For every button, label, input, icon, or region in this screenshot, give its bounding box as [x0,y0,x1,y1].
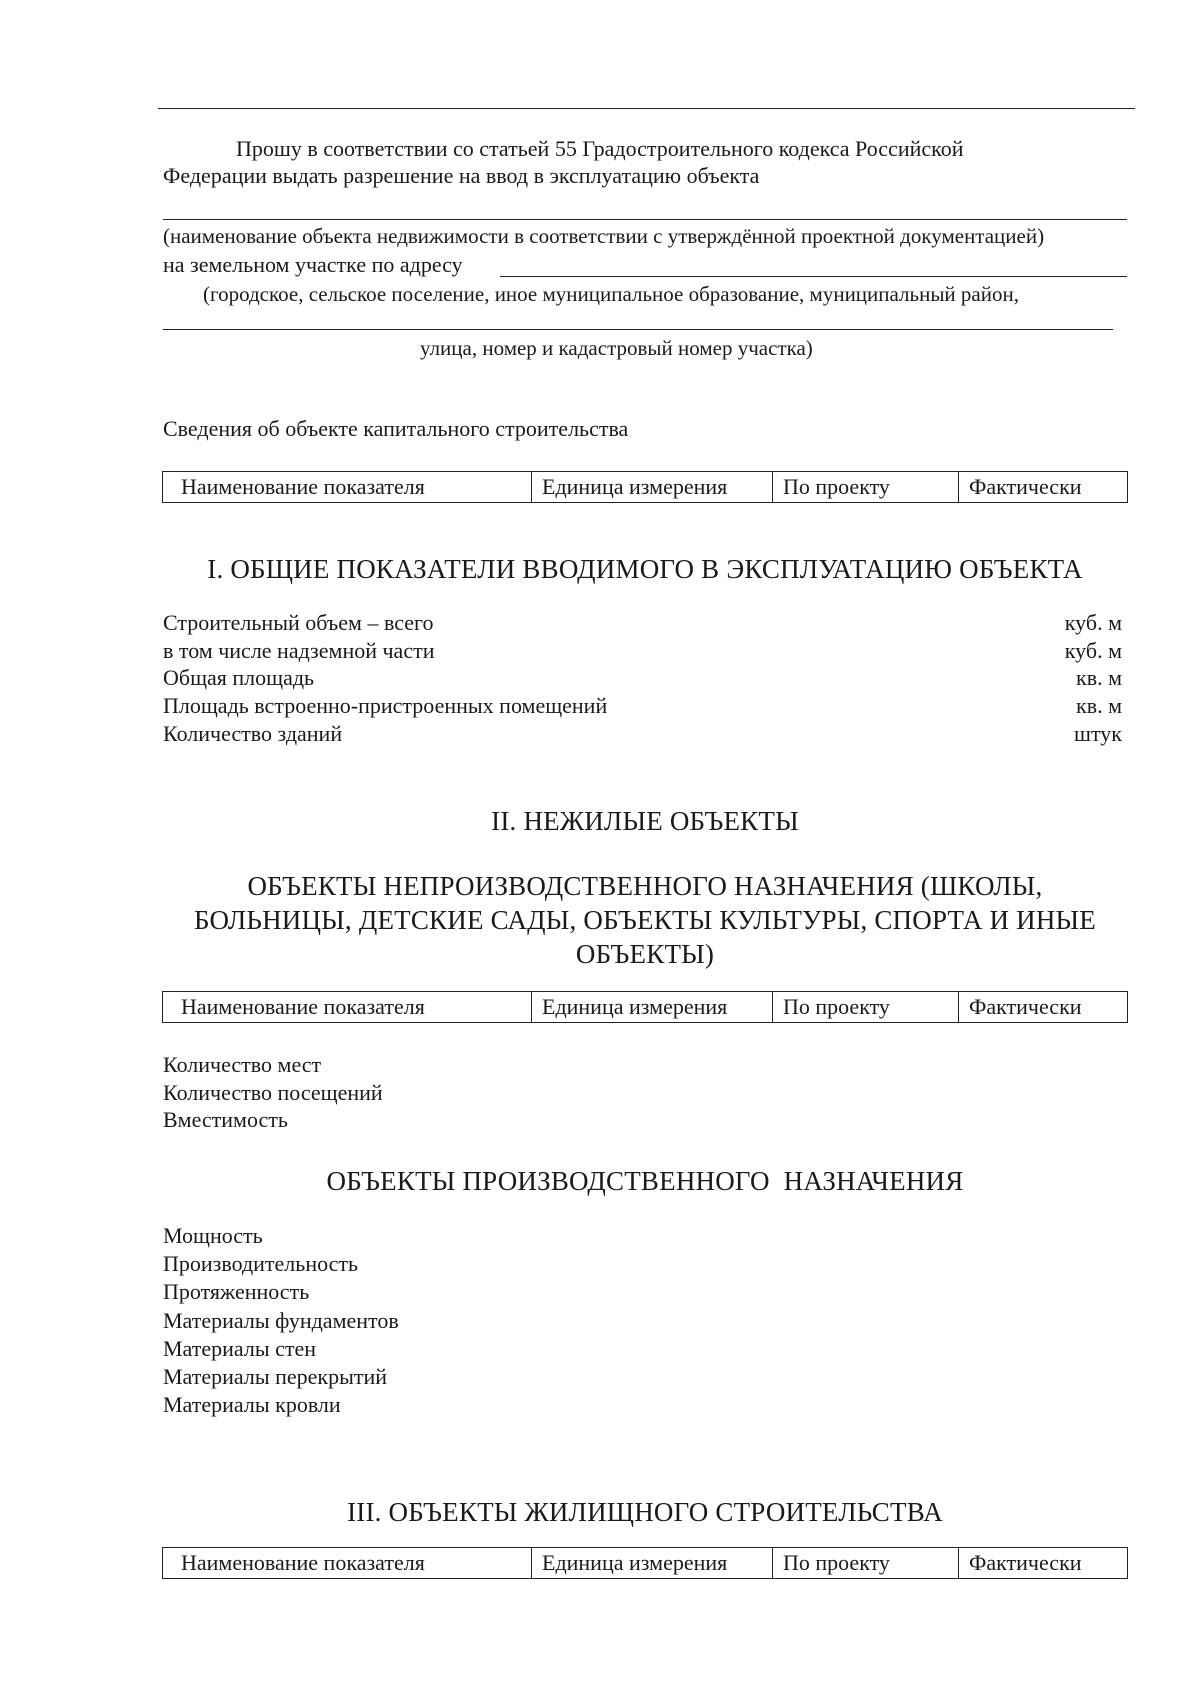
header-name: Наименование показателя [163,992,532,1023]
header-name: Наименование показателя [163,472,532,503]
address-line-2 [163,329,1113,330]
header-actual: Фактически [959,472,1128,503]
section-1-title: I. ОБЩИЕ ПОКАЗАТЕЛИ ВВОДИМОГО В ЭКСПЛУАТАЦИЮ ОБЪЕКТА [207,554,1083,584]
indicator-header-table-1 [162,471,1128,503]
header-actual: Фактически [959,1548,1128,1579]
indicator-header-table-3 [162,1547,1128,1579]
s2-sub1-row: Количество мест [163,1052,322,1077]
s1-row-unit: куб. м [1064,610,1122,635]
header-unit: Единица измерения [532,472,773,503]
s1-row-unit: штук [1074,721,1122,746]
header-name: Наименование показателя [163,1548,532,1579]
s1-row-unit: куб. м [1064,638,1122,663]
s2-sub1-row: Количество посещений [163,1080,383,1105]
section-2-title: II. НЕЖИЛЫЕ ОБЪЕКТЫ [491,806,799,836]
s2-sub2-row: Протяженность [163,1279,310,1304]
address-line [500,276,1127,277]
s1-row-label: Строительный объем – всего [163,610,434,635]
object-name-line [163,219,1127,220]
info-title: Сведения об объекте капитального строительства [163,416,629,441]
s2-sub2-row: Материалы кровли [163,1392,341,1417]
address-label: на земельном участке по адресу [163,252,463,277]
request-line-1: Прошу в соответствии со статьей 55 Градостроительного кодекса Российской [236,136,964,161]
s2-sub2-row: Мощность [163,1223,263,1248]
indicator-header-table-2 [162,991,1128,1023]
s2-sub2-row: Материалы стен [163,1336,317,1361]
s2-sub2-row: Производительность [163,1251,359,1276]
s1-row-label: Площадь встроенно-пристроенных помещений [163,693,608,718]
object-name-caption: (наименование объекта недвижимости в соответствии с утверждённой проектной документацией) [163,224,1045,248]
address-caption-2: улица, номер и кадастровый номер участка) [420,336,813,360]
s1-row-unit: кв. м [1076,693,1122,718]
header-unit: Единица измерения [532,992,773,1023]
request-line-2: Федерации выдать разрешение на ввод в эксплуатацию объекта [163,163,760,188]
header-project: По проекту [773,992,959,1023]
s1-row-unit: кв. м [1076,665,1122,690]
s1-row-label: в том числе надземной части [163,638,435,663]
production-heading: ОБЪЕКТЫ ПРОИЗВОДСТВЕННОГО НАЗНАЧЕНИЯ [326,1166,964,1196]
s1-row-label: Общая площадь [163,665,315,690]
header-project: По проекту [773,1548,959,1579]
s1-row-label: Количество зданий [163,721,343,746]
s2-sub1-row: Вместимость [163,1107,288,1132]
non-production-heading-3: ОБЪЕКТЫ) [575,939,715,969]
s2-sub2-row: Материалы перекрытий [163,1364,388,1389]
header-unit: Единица измерения [532,1548,773,1579]
non-production-heading-2: БОЛЬНИЦЫ, ДЕТСКИЕ САДЫ, ОБЪЕКТЫ КУЛЬТУРЫ, СПОРТА И ИНЫЕ [194,905,1096,935]
header-project: По проекту [773,472,959,503]
s2-sub2-row: Материалы фундаментов [163,1308,399,1333]
top-rule [158,108,1135,109]
non-production-heading-1: ОБЪЕКТЫ НЕПРОИЗВОДСТВЕННОГО НАЗНАЧЕНИЯ (ШКОЛЫ, [247,871,1043,901]
section-3-title: III. ОБЪЕКТЫ ЖИЛИЩНОГО СТРОИТЕЛЬСТВА [347,1497,943,1527]
address-caption-1: (городское, сельское поселение, иное муниципальное образование, муниципальный район, [203,282,1019,306]
header-actual: Фактически [959,992,1128,1023]
